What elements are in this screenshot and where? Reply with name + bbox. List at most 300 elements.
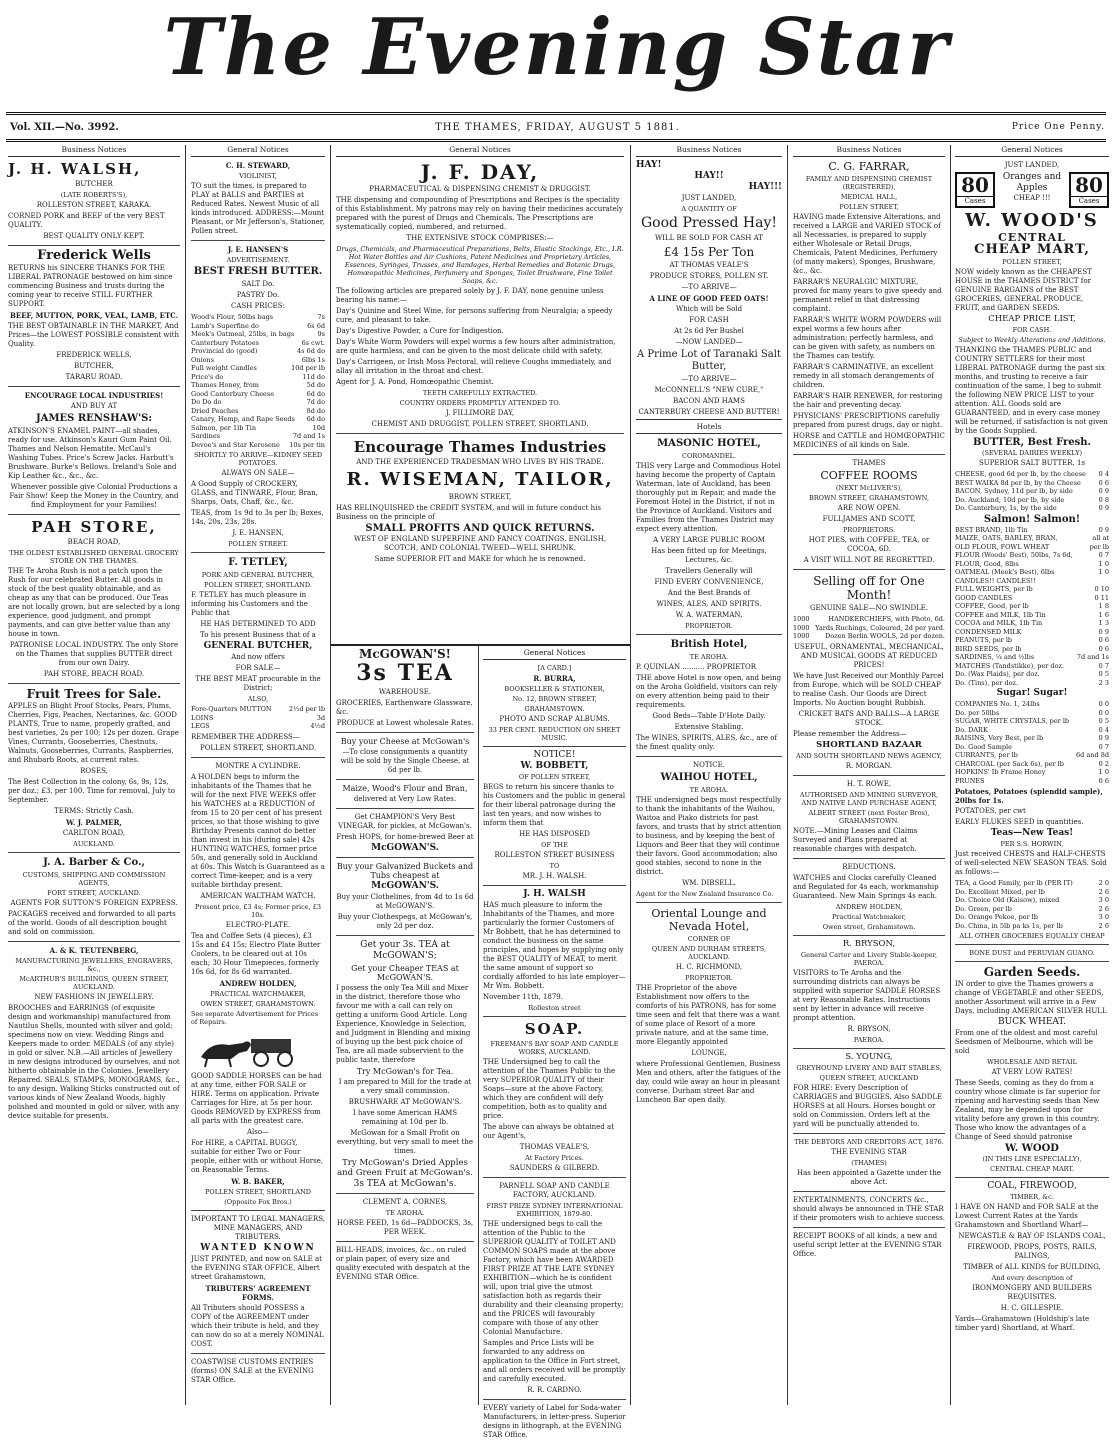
mcgowan-get2: Get your Cheaper TEAS at McGOWAN'S.: [351, 964, 459, 982]
price-row: [191, 381, 325, 390]
price-value: 1 6: [1098, 610, 1109, 619]
price-row: [191, 398, 325, 407]
bryson-name: R. BRYSON,: [842, 938, 896, 949]
price-item: Do. Orange Pekoe, per lb: [955, 913, 1038, 921]
roses: ROSES,: [80, 767, 108, 775]
masonic-text5: FIND EVERY CONVENIENCE,: [654, 578, 764, 586]
selling-text3: CRICKET BATS AND BALLS—A LARGE STOCK.: [798, 709, 940, 727]
mine-text: JUST PRINTED, and now on SALE at the EVENING STAR OFFICE, Albert street Grahamstown,: [191, 1254, 322, 1281]
bryson-sub: General Carter and Livery Stable-keeper, PAEROA.: [800, 950, 938, 967]
masthead: [0, 0, 1114, 110]
notice-heading: NOTICE!: [533, 750, 576, 760]
baker-signature: W. B. BAKER,: [231, 1176, 285, 1186]
mcgowan-name2: McGOWAN'S.: [371, 881, 439, 891]
wells-meat: BEEF, MUTTON, PORK, VEAL, LAMB, ETC.: [9, 311, 179, 320]
wood-price-list-4: [955, 879, 1109, 930]
price-row: [955, 896, 1109, 905]
barber-name: J. A. Barber & Co.,: [43, 857, 145, 868]
tetley-sub: PORK AND GENERAL BUTCHER,: [201, 571, 315, 579]
veale-sub: At Factory Prices.: [525, 1154, 584, 1162]
price-value: 8d do: [306, 406, 325, 415]
firewood: FIREWOOD, PROPS, POSTS, RAILS, PALINGS,: [967, 1243, 1097, 1260]
holden-text5: Tea and Coffee Sets (4 pieces), £3 15s and £4 15s; Electro Plate Butter Coolers, to be cleared out at 10s each; 30 Hour Timepieces, formerly 10s 6d, for 8s 6d warranted.: [191, 931, 321, 976]
coffee-text2: A VISIT WILL NOT BE REGRETTED.: [803, 556, 935, 564]
price-value: 0 6: [1098, 636, 1109, 644]
price-value: 0 9: [1098, 504, 1109, 512]
walsh-late: (LATE ROBERTS'S),: [60, 191, 128, 199]
oriental-text: THE Proprietor of the above Establishment now offers to the comforts of his PATRONS, has for some time seen and felt that there was a want of some place of Resort of a more private nature, and at the same time, more Elegantly appointed: [636, 984, 780, 1046]
price-item: RAISINS, Very Best, per lb: [955, 734, 1044, 742]
to-arrive-2: —TO ARRIVE—: [681, 375, 737, 383]
wood-signature3: CENTRAL CHEAP MART.: [990, 1165, 1074, 1173]
price-item: Do. DARK: [955, 725, 988, 734]
debtors-heading: THE DEBTORS AND CREDITORS ACT, 1876.: [794, 1137, 944, 1146]
farrar-sub2: MEDICAL HALL,: [840, 193, 898, 201]
wells-text2: THE BEST OBTAINABLE IN THE MARKET, And Prices—the LOWEST POSSIBLE consistent with Quality.: [8, 322, 179, 348]
price-row: [191, 415, 325, 424]
price-row: [955, 709, 1109, 718]
best-butter: BEST FRESH BUTTER.: [193, 266, 323, 277]
tetley-price-list: [191, 705, 325, 731]
coffee-address: BROWN STREET, GRAHAMSTOWN,: [808, 494, 930, 502]
sugar-heading: Sugar! Sugar!: [996, 688, 1068, 698]
timber-sub: TIMBER, &c.: [1010, 1193, 1054, 1201]
price-row: [955, 777, 1109, 786]
price-row: [955, 645, 1109, 654]
palmer-address: CARLTON ROAD,: [62, 829, 126, 837]
selling-text4: Please remember the Address—: [793, 729, 907, 738]
price-item: FLOUR, Good, 8lbs: [955, 559, 1019, 568]
bryson-signature2: PAEROA.: [853, 1035, 885, 1044]
holden-heading: MONTRE A CYLINDRE.: [215, 761, 301, 770]
column-divider: [630, 145, 631, 1405]
farrar-text5: FARRAR'S HAIR RENEWER, for restoring the hair and preventing decay.: [793, 392, 943, 409]
salmon-heading: Salmon! Salmon!: [983, 513, 1081, 525]
pah-text2: PATRONISE LOCAL INDUSTRY. The only Store on the Thames that supplies BUTTER direct from our own Dairy.: [9, 641, 179, 667]
butter-heading: BUTTER, Best Fresh.: [972, 437, 1092, 448]
oranges-count-left: [955, 172, 995, 208]
price-value: 2 0: [1098, 879, 1109, 887]
hotels-header: Hotels: [636, 419, 782, 434]
price-item: HOPKINS' Ib Frame Honey: [955, 768, 1046, 776]
oranges-apples: Oranges and Apples: [1002, 172, 1062, 193]
price-row: [955, 905, 1109, 914]
waterman-name: W. A. WATERMAN,: [675, 611, 743, 619]
price-row: [955, 594, 1109, 603]
price-item: Wood's Flour, 50lbs bags: [191, 313, 274, 321]
day-item: Agent for J. A. Pond, Homœopathic Chemist.: [336, 378, 494, 386]
price-value: 5d do: [306, 381, 325, 389]
mcgowan-try: Try McGowan's for Tea.: [356, 1067, 454, 1076]
rowe-text: NOTE.—Mining Leases and Claims Surveyed and Plans prepared at reasonable charges with despatch.: [793, 826, 918, 853]
price-value: 2 3: [1098, 678, 1109, 687]
tetley-address: POLLEN STREET, SHORTLAND.: [204, 581, 312, 589]
price-row: [955, 526, 1109, 535]
column-divider: [787, 145, 788, 1405]
soap-sub: FREEMAN'S BAY SOAP AND CANDLE WORKS, AUCKLAND.: [490, 1040, 619, 1056]
price-item: GOOD CANDLES: [955, 593, 1013, 602]
hansen-signature2: POLLEN STREET.: [228, 540, 288, 548]
bobbett-address: OF POLLEN STREET,: [518, 773, 591, 781]
price-value: 2½d per lb: [288, 705, 325, 713]
price-item: COMPANIES No. 1, 24lbs: [955, 700, 1040, 708]
for-cash-2: FOR CASH.: [1012, 326, 1052, 334]
price-row: [191, 714, 325, 723]
price-value: 0 6: [1098, 478, 1109, 487]
price-value: 0 7: [1098, 661, 1109, 670]
price-item: Salmon, per 1lb Tin: [191, 423, 257, 432]
steward-role: VIOLINIST,: [239, 172, 277, 180]
price-item: 1000: [793, 615, 810, 623]
baker-signature3: (Opposite Fox Bros.): [224, 1197, 292, 1206]
price-item: SARDINES, ¼ and ½lbs: [955, 653, 1035, 661]
holden-signature4: See separate Advertisement for Prices of Repairs.: [191, 1009, 319, 1026]
just-landed: JUST LANDED,: [681, 194, 737, 202]
price-row: [955, 636, 1109, 645]
roses-text: The Best Collection in the colony, 6s, 9s, 12s, per doz.; £3, per 100. Time for removal, July to September.: [8, 778, 175, 804]
rowe-name: H. T. ROWE,: [846, 779, 892, 788]
masonic-name: MASONIC HOTEL,: [657, 438, 761, 449]
holden-text4: ELECTRO-PLATE.: [225, 920, 291, 929]
saunders-gilberd: SAUNDERS & GILBERD.: [509, 1164, 600, 1172]
price-value: 1 0: [1098, 559, 1109, 568]
price-row: [955, 879, 1109, 888]
oriental-sub: CORNER OF: [687, 935, 731, 943]
oranges-box: [955, 172, 1109, 208]
salt-butter: A Prime Lot of Taranaki Salt Butter,: [637, 349, 781, 372]
to-arrive: —TO ARRIVE—: [681, 283, 737, 291]
masonic-text: THIS very Large and Commodious Hotel having become the property of Captain Waterman, late of Auckland, has been thoroughly put in Repair, and made the Foremost Hotel in the District, if not in the Province of Auckland. Visitors and Families from the Thames District may expect every attention.: [636, 462, 781, 533]
price-item: Meek's Oatmeal, 25lbs, in bags: [191, 330, 295, 338]
hansen-text3: A Good Supply of CROCKERY, GLASS, and TINWARE, Flour, Bran, Sharps, Oats, Chaff, &c., &c.: [191, 480, 318, 506]
farrar-text7: HORSE and CATTLE and HOMŒOPATHIC MEDICINES of all kinds on Sale.: [793, 432, 945, 449]
burra-sub: BOOKSELLER & STATIONER,: [504, 685, 605, 693]
oranges-cheap: CHEAP !!!: [1013, 194, 1051, 202]
salt-butter: SALT Do.: [241, 280, 275, 288]
soap-heading: SOAP.: [524, 1020, 585, 1038]
tetley-text: F. TETLEY has much pleasure in informing his Customers and the Public that: [191, 591, 308, 617]
tea-text: Just received CHESTS and HALF-CHESTS of well-selected NEW SEASON TEAS. Sold as follows:—: [955, 850, 1107, 876]
palmer-name: W. J. PALMER,: [66, 818, 122, 827]
price-item: Lamb's Superfine do: [191, 321, 259, 330]
price-item: 1000: [793, 632, 810, 640]
price-value: 1 0: [1098, 768, 1109, 776]
day-teeth: TEETH CAREFULLY EXTRACTED.: [422, 389, 538, 397]
price-item: MAIZE, OATS, BARLEY, BRAN,: [955, 534, 1058, 542]
price-value: 7d do: [306, 398, 325, 406]
mcgowan-heading: McGOWAN'S!: [359, 647, 451, 661]
shortland-sub: AND SOUTH SHORTLAND NEWS AGENCY,: [796, 751, 942, 760]
thames-label: THAMES: [852, 459, 886, 467]
mcgowan-text10: I am prepared to Mill for the trade at a very small commission.: [338, 1078, 472, 1095]
reductions-text: WATCHES and Clocks carefully Cleaned and Regulated for 4s each, workmanship Guaranteed. New Main Springs 4s each.: [793, 873, 939, 900]
price-item: CHARCOAL (per Sack 6s), per lb: [955, 759, 1064, 768]
bacon-hams: BACON AND HAMS: [673, 397, 745, 405]
holden-text3: Present price, £3 4s; Former price, £3 10s.: [194, 902, 321, 919]
day-stock-text: Drugs, Chemicals, and Pharmaceutical Preparations, Belts, Elastic Stockings, Etc., I.R. Hot Water Bottles and Air Cushions, Patent Medicines and Proprietary Articles, Essences, Syringes, Trusses, and Bandages, Herbal Remedies and Botanic Drugs, Homœopathic Medicines, Perfumery and Sponges, Toilet Brushware, Fine Toilet Soaps, &c.: [336, 245, 624, 285]
price-item: BEST BRAND, 1lb Tin: [955, 525, 1028, 534]
for-sale: FOR SALE—: [235, 664, 281, 672]
horse-carriage-icon: [191, 1029, 325, 1069]
price-value: 0 5: [1098, 670, 1109, 678]
fruit-text: APPLES on Blight Proof Stocks, Pears, Plums, Cherries, Figs, Peaches, Nectarines, &c. GOOD PLANTS, True to name, properly grafted, and best varieties, 2s per 100; 12s per dozen. Grape Vines, Currants, Gooseberries, Chestnuts, Walnuts, Gooseberries, Currants, Raspberries, and Rhubarb Roots, at current rates.: [8, 702, 179, 764]
tetley-text2: HE HAS DETERMINED TO ADD: [200, 620, 316, 628]
column-1: [8, 145, 180, 1405]
mcgowan-text6: Fresh HOPS, for home-brewed Beer at: [336, 833, 474, 841]
cornes-address: TE AROHA.: [385, 1209, 425, 1217]
price-value: 0 2: [1098, 759, 1109, 768]
debtors-text3: Has been appointed a Gazette under the above Act.: [796, 1168, 942, 1186]
has-disposed: HE HAS DISPOSED: [519, 830, 590, 838]
pah-name: PAH STORE,: [31, 518, 157, 536]
masonic-text7: WINES, ALES, AND SPIRITS.: [656, 600, 762, 608]
pastry-butter: PASTRY Do.: [236, 291, 280, 299]
price-item: SUGAR, WHITE CRYSTALS, per lb: [955, 717, 1070, 725]
price-row: [793, 624, 945, 633]
just-landed-2: JUST LANDED,: [1004, 161, 1060, 169]
oats-text: Which will be Sold: [675, 305, 743, 313]
price-item: Full weight Candles: [191, 364, 257, 372]
masonic-address: COROMANDEL.: [682, 452, 736, 460]
price-row: [955, 504, 1109, 513]
price-row: [191, 722, 325, 731]
teutenberg-name: A. & K. TEUTENBERG,: [49, 946, 139, 955]
price-row: [955, 768, 1109, 777]
mcgowan-text5: Get CHAMPION'S Very Best VINEGAR, for pickles, at McGowan's.: [338, 813, 472, 830]
gillespie-text: Yards—Grahamstown (Holdship's late timber yard) Shortland, at Wharf.: [955, 1315, 1090, 1332]
price-value: 6d and 8d: [1076, 751, 1109, 759]
tea-heading: Teas—New Teas!: [990, 828, 1074, 838]
price-value: 2 6: [1098, 921, 1109, 930]
british-address: TE AROHA.: [689, 653, 729, 661]
oranges-middle: [995, 172, 1069, 208]
price-item: COFFEE and MILK, 1lb Tin: [955, 610, 1046, 619]
hansen-text: SHORTLY TO ARRIVE—KIDNEY SEED POTATOES.: [193, 451, 323, 467]
baker-text3: For HIRE, a CAPITAL BUGGY, suitable for either Two or Four people, either with or without Horse, on Reasonable Terms.: [191, 1138, 324, 1174]
price-value: 2 6: [1098, 904, 1109, 913]
column-divider: [950, 145, 951, 1405]
oriental-address: QUEEN AND DURHAM STREETS, AUCKLAND.: [651, 945, 767, 961]
price-row: [955, 568, 1109, 577]
price-value: 0 7: [1098, 551, 1109, 559]
price-row: [955, 751, 1109, 760]
price-item: LEGS: [191, 722, 210, 730]
price-value: Dozen Berlin WOOLS, 2d per dozen.: [825, 632, 945, 640]
coffee-text: HOT PIES, with COFFEE, TEA, or COCOA, 6D.: [808, 536, 930, 553]
palmer-address2: AUCKLAND.: [73, 840, 115, 848]
price-value: 2 6: [1098, 887, 1109, 896]
wiseman-text2: SMALL PROFITS AND QUICK RETURNS.: [365, 523, 595, 534]
price-item: Do. Excellent Mixed, per lb: [955, 887, 1045, 896]
fulljames-sub: PROPRIETORS.: [842, 526, 896, 534]
price-value: 0 9: [1098, 525, 1109, 534]
baker-text2: Also—: [246, 1127, 270, 1136]
barber-text: AGENTS FOR SUTTON'S FOREIGN EXPRESS.: [10, 899, 178, 907]
farrar-text3: FARRAR'S WHITE WORM POWDERS will expel worms a few hours after administration; perfectly harmless, and can be given with safety, as numbers on the Thames can testify.: [793, 316, 942, 360]
rolleston-business: ROLLESTON STREET BUSINESS: [494, 851, 615, 859]
price-row: [955, 653, 1109, 662]
buy-at: AND BUY AT: [70, 402, 118, 410]
hay-price: £4 15s Per Ton: [663, 245, 755, 259]
teutenberg-heading: NEW FASHIONS IN JEWELLERY.: [34, 993, 154, 1001]
price-value: 1 8: [1098, 602, 1109, 610]
column-3a: [336, 648, 474, 1405]
section-header: Business Notices: [636, 145, 782, 157]
holden2-address: Owen street, Grahamstown.: [822, 922, 916, 931]
day-stock: THE EXTENSIVE STOCK COMPRISES:—: [406, 234, 554, 242]
price-row: [955, 922, 1109, 931]
reductions-heading: REDUCTIONS.: [842, 862, 896, 871]
price-row: [955, 888, 1109, 897]
oriental-text2: where Professional Gentlemen, Business Men and others, after the fatigues of the day, could wile away an hour in pleasant converse. Durham street Bar and Luncheon Bar open daily.: [636, 1060, 781, 1104]
buck-text2: These Seeds, coming as they do from a country whose climate is far superior for ripening and harvesting seeds than New Zealand, may be depended upon for vitality before any grown in this country. Those who know the advantages of a Change of Seed should patronise: [955, 1079, 1101, 1141]
mcgowan-text11: I have some American HAMS remaining at 10d per lb.: [352, 1109, 458, 1126]
mcgowan-text9: I possess the only Tea Mill and Mixer in the district, therefore those who favour me with a call can rely on getting a uniform Good Article. Long Experience, Knowledge in Selection, and Judgment in Blending and mixing of buying up the best pick choice of Tea, are all made subservient to the public taste, therefore: [336, 984, 471, 1064]
mcgowan-text: GROCERIES, Earthenware Glassware, &c.: [336, 699, 473, 716]
price-item: Dried Peaches: [191, 406, 239, 415]
price-value: HANDKERCHIEFS, with Photo, 6d.: [828, 615, 945, 623]
price-value: 7s: [317, 313, 325, 321]
potatoes-heading: Potatoes, Potatoes (splendid sample), 20lbs for 1s.: [955, 787, 1103, 805]
wiseman-text: HAS RELINQUISHED the CREDIT SYSTEM, and will in future conduct his Business on the principle of: [336, 504, 602, 521]
mcgowan-text4: delivered at Very Low Rates.: [353, 795, 457, 803]
wood-text2: THANKING the THAMES PUBLIC and COUNTRY SETTLERS for their most LIBERAL PATRONAGE during the past six months, and trusting to receive a fair continuation of the same, I beg to submit the following NEW PRICE LIST to your attention. ALL Goods sold are GUARANTEED, and in every case money will be returned, if satisfaction is not given by the Goods Supplied.: [955, 346, 1108, 435]
column-3-divider: [331, 644, 630, 646]
wells-signature: FREDERICK WELLS,: [56, 351, 132, 359]
price-row: [793, 615, 945, 624]
price-row: [191, 407, 325, 416]
day-item: Day's Quinine and Steel Wine, for persons suffering from Neuralgia; a speedy cure, and pleasant to take.: [336, 307, 613, 324]
pah-address: BEACH ROAD,: [67, 538, 121, 546]
mcgowan-name: McGOWAN'S.: [371, 843, 439, 853]
british-text2: Good Beds—Table D'Hote Daily.: [652, 712, 766, 720]
price-row: [955, 734, 1109, 743]
price-item: Do. China, in 5lb pa ks 1s, per lb: [955, 921, 1063, 930]
day-item: Day's Digestive Powder, a Cure for Indigestion.: [336, 327, 504, 335]
price-row: [955, 760, 1109, 769]
place-date: THE THAMES, FRIDAY, AUGUST 5 1881.: [435, 122, 680, 133]
cash-prices: CASH PRICES:: [231, 302, 285, 310]
walsh-role: BUTCHER: [75, 180, 113, 188]
horse-carriage-illustration: [191, 1029, 325, 1069]
price-value: 6lbs 1s: [301, 355, 325, 364]
section-header: General Notices: [336, 145, 624, 157]
price-row: [191, 330, 325, 339]
price-row: [955, 496, 1109, 505]
price-row: [955, 628, 1109, 637]
parnell-text2: THE undersigned begs to call the attention of the Public to the SUPERIOR QUALITY of TOILET AND COMMON SOAPS made at the above Factory, which have been AWARDED FIRST PRIZE AT THE LATE SYDNEY EXHIBITION—which he is confident will, upon trial give the utmost satisfaction both as regards their durability and their cleansing property; and the PRICES will favourably compare with those of any other Colonial Manufacture.: [483, 1220, 624, 1336]
hansen-text2: ALWAYS ON SALE—: [221, 469, 295, 477]
price-value: 0 9: [1098, 627, 1109, 636]
buck-wheat: BUCK WHEAT.: [998, 1017, 1066, 1027]
shortland-bazaar: SHORTLAND BAZAAR: [816, 739, 922, 750]
price-item: TEA, a Good Family, per lb (PER IT): [955, 879, 1073, 887]
richmond-sub: PROPRIETOR.: [685, 974, 733, 982]
cases-left: Cases: [957, 196, 993, 206]
cases-right: Cases: [1071, 196, 1107, 206]
card-label: [A CARD.]: [537, 664, 572, 672]
day-signature2: CHEMIST AND DRUGGIST, POLLEN STREET, SHORTLAND.: [371, 420, 589, 428]
entertain-text: ENTERTAINMENTS, CONCERTS &c., should always be announced in THE STAR if their promoters wish to achieve success.: [793, 1195, 945, 1222]
day-item: Day's Carrigeen, or Irish Moss Pectoral, will relieve Coughs immediately, and allay all irritation in the throat and chest.: [336, 358, 612, 375]
hay-text: WILL BE SOLD FOR CASH AT: [655, 234, 763, 242]
wood-text: NOW widely known as the CHEAPEST HOUSE in the THAMES DISTRICT for GENUINE BARGAINS of the BEST GROCERIES, GENERAL PRODUCE, FRUIT, and GARDEN SEEDS.: [955, 268, 1092, 312]
mr-walsh: MR. J. H. WALSH.: [522, 872, 587, 880]
coffee-open: ARE NOW OPEN.: [837, 504, 901, 512]
hansen-heading: J. E. HANSEN'S: [227, 245, 289, 254]
price-value: 0 6: [1098, 644, 1109, 653]
coal-heading: COAL, FIREWOOD,: [987, 1181, 1077, 1191]
price-row: [955, 670, 1109, 679]
price-value: 9s: [317, 330, 325, 338]
price-item: Devoe's and Star Kerosene: [191, 440, 280, 449]
masonic-text2: A VERY LARGE PUBLIC ROOM: [653, 536, 765, 544]
hansen-price-list: [191, 313, 325, 449]
farrar-sub: FAMILY AND DISPENSING CHEMIST (REGISTERED),: [805, 175, 933, 191]
masthead-rule-bottom: [6, 139, 1106, 142]
price-item: Do Do do: [191, 398, 222, 406]
mcgowan-get: Get your 3s. TEA at McGOWAN'S;: [360, 940, 450, 961]
price-value: all at: [1092, 534, 1109, 542]
selling-text: USEFUL, ORNAMENTAL, MECHANICAL, AND MUSICAL GOODS AT REDUCED PRICES!: [794, 642, 944, 669]
wood-name: W. WOOD'S: [965, 210, 1099, 231]
price-item: BACON, Sydney, 11d per lb, by side: [955, 487, 1073, 495]
waihou-address: TE AROHA.: [689, 786, 729, 794]
hansen-sub: ADVERTISEMENT.: [226, 256, 290, 264]
central: CENTRAL: [998, 231, 1066, 244]
now-landed: —NOW LANDED—: [675, 338, 743, 346]
farrar-text2: FARRAR'S NEURALGIC MIXTURE, proved for many years to give speedy and permanent relief in that distressing complaint.: [793, 278, 942, 313]
lounge: LOUNGE,: [691, 1049, 727, 1057]
price-item: COCOA and MILK, 1lb Tin: [955, 619, 1043, 627]
price-row: [955, 577, 1109, 586]
tetley-general: GENERAL BUTCHER,: [203, 641, 313, 651]
hay-3: HAY!!!: [748, 182, 782, 192]
hansen-signature: J. E. HANSEN,: [232, 529, 284, 537]
price-value: 1 3: [1098, 619, 1109, 627]
pah-signature: PAH STORE, BEACH ROAD.: [43, 670, 145, 678]
oranges-count-right: [1069, 172, 1109, 208]
price-value: 3 0: [1098, 913, 1109, 921]
waterman-sub: PROPRIETOR.: [685, 622, 733, 630]
potatoes-text: POTATOES, per cwt: [955, 807, 1026, 815]
hay-1: HAY!: [636, 160, 662, 170]
timber-building: TIMBER of ALL KINDS for BUILDING,: [963, 1263, 1101, 1271]
encourage-thames-sub: AND THE EXPERIENCED TRADESMAN WHO LIVES BY HIS TRADE.: [356, 458, 604, 466]
genuine-sale: GENUINE SALE—NO SWINDLE.: [809, 604, 929, 612]
subject-to: Subject to Weekly Alterations and Additions.: [958, 336, 1106, 344]
price-item: Thames Honey, from: [191, 381, 259, 389]
soap-text: THE Undersigned beg to call the attention of the Thames Public to the very SUPERIOR QUALITY of their Soaps—sure at the above Factory, which they are confident will defy competition, both as to quality and price.: [483, 1058, 616, 1120]
encourage-heading: ENCOURAGE LOCAL INDUSTRIES!: [24, 391, 164, 400]
garden-seeds: Garden Seeds.: [983, 965, 1081, 979]
price-row: [191, 441, 325, 450]
walsh-text: CORNED PORK and BEEF of the very BEST QUALITY.: [8, 212, 165, 229]
coastwise-text: COASTWISE CUSTOMS ENTRIES (forms) ON SALE at the EVENING STAR Office.: [191, 1357, 314, 1384]
day-sub: PHARMACEUTICAL & DISPENSING CHEMIST & DRUGGIST.: [369, 185, 591, 193]
to-label: TO: [549, 862, 560, 870]
for-cash: FOR CASH: [689, 316, 729, 324]
young-name: S. YOUNG,: [845, 1051, 893, 1062]
bryson-text: VISITORS to Te Aroha and the surrounding districts can always be supplied with superior SADDLE HORSES at very Reasonable Rates. Instructions sent by letter in advance will receive prompt attention.: [793, 968, 941, 1022]
british-name: British Hotel,: [670, 639, 748, 650]
wood-signature: W. WOOD: [1005, 1143, 1059, 1154]
walsh-address: ROLLESTON STREET, KARAKA.: [36, 201, 152, 209]
parnell-text: FIRST PRIZE SYDNEY INTERNATIONAL EXHIBITION, 1879-80.: [486, 1202, 623, 1218]
wiseman-text3: WEST OF ENGLAND SUPERFINE AND FANCY COATINGS. ENGLISH, SCOTCH, AND COLONIAL TWEED—WELL SHRUNK.: [353, 535, 607, 552]
price-item: FULL WEIGHTS, per lb: [955, 585, 1033, 593]
tributers-forms: TRIBUTERS' AGREEMENT FORMS.: [205, 1283, 311, 1302]
